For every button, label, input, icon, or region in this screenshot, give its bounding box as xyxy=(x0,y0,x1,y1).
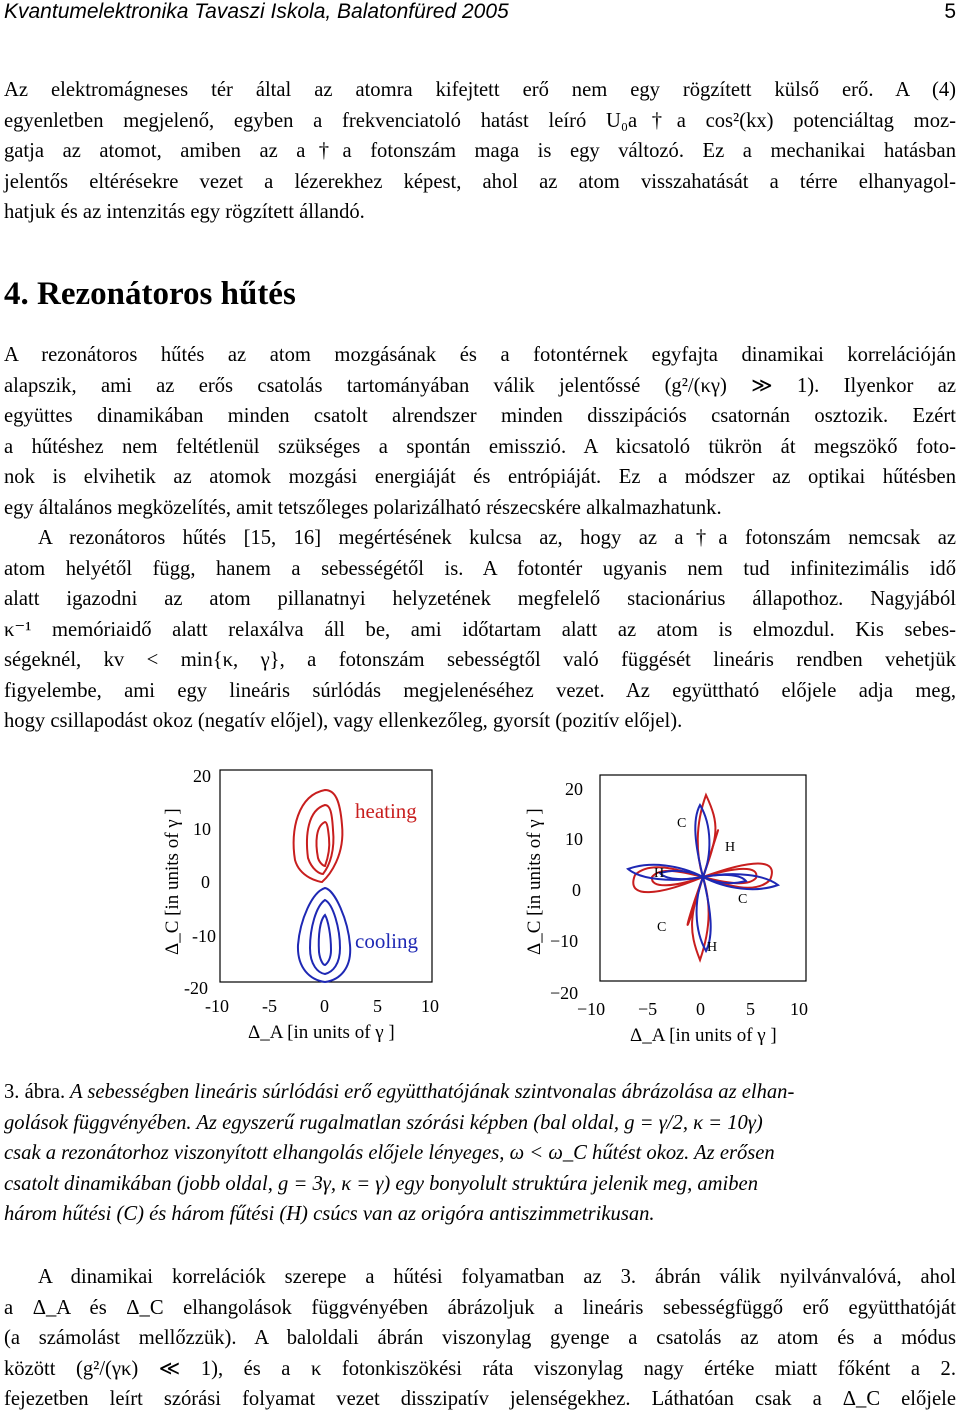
text-line: alapszik, ami az erős csatolás tartományában válik jelentőssé (g²/(κγ) ≫ 1). Ilyenkor az xyxy=(4,374,956,397)
cooling-contour xyxy=(298,888,350,982)
x-tick: −10 xyxy=(577,999,606,1019)
region-label-heating: H xyxy=(654,866,665,881)
caption-label: 3. ábra. xyxy=(4,1081,66,1103)
x-tick: 5 xyxy=(373,996,382,1016)
text-line: hogy csillapodást okoz (negatív előjel), vagy ellenkezőleg, gyorsít (pozitív előjel). xyxy=(4,710,683,732)
text-line: nok is elvihetik az atomok mozgási energiáját és entrópiáját. Ez a módszer az optikai hűtésben xyxy=(4,466,956,488)
figure-left-contour xyxy=(150,760,470,1060)
caption-line: csatolt dinamikában (jobb oldal, g = 3γ, κ = γ) egy bonyolult struktúra jelenik meg, amiben xyxy=(4,1172,758,1195)
y-axis-label: Δ_C [in units of γ ] xyxy=(524,808,545,955)
text-line: (a számolást mellőzzük). A baloldali ábrán viszonylag gyenge a csatolás az atom és a módus xyxy=(4,1327,956,1349)
caption-line xyxy=(4,1077,956,1108)
x-tick: 10 xyxy=(421,996,439,1016)
text-line: hatjuk és az intenzitás egy rögzített állandó. xyxy=(4,201,365,223)
x-tick: −5 xyxy=(638,999,658,1019)
caption-line: golások függvényében. Az egyszerű rugalmatlan szórási képben (bal oldal, g = γ/2, κ = 10γ) xyxy=(4,1111,763,1134)
page-number: 5 xyxy=(944,0,956,23)
heating-label: heating xyxy=(355,799,417,823)
text-line: A rezonátoros hűtés az atom mozgásának és a fotontérnek egyfajta dinamikai korrelációján xyxy=(4,344,956,366)
figure-caption xyxy=(4,1077,956,1230)
y-tick: -20 xyxy=(184,978,208,998)
caption-text: A sebességben lineáris súrlódási erő együtthatójának szintvonalas ábrázolása az elhan- xyxy=(69,1081,795,1103)
body-paragraph-1 xyxy=(4,340,956,523)
text-line: A dinamikai korrelációk szerepe a hűtési folyamatban az 3. ábrán válik nyilvánvalóvá, ahol xyxy=(38,1266,956,1288)
text-line: ségeknél, kv < min{κ, γ}, a fotonszám sebességtől való függését lineáris rendben vehetjük xyxy=(4,649,956,671)
running-title: Kvantumelektronika Tavaszi Iskola, Balatonfüred 2005 xyxy=(4,0,509,23)
text-line: figyelembe, ami egy lineáris súrlódás megjelenéséhez vezet. Az együttható előjele adja meg, xyxy=(4,679,956,702)
text-line: fejezetben leírt szórási folyamat vezet disszipatív jelenségekhez. Láthatóan csak a Δ_C előjele xyxy=(4,1388,956,1410)
cooling-contours xyxy=(298,888,350,982)
y-axis-label: Δ_C [in units of γ ] xyxy=(162,808,183,955)
x-tick: -10 xyxy=(205,996,229,1016)
region-label-cooling: C xyxy=(677,816,687,831)
region-label-heating: H xyxy=(707,940,718,955)
heating-contour xyxy=(316,822,329,866)
x-tick: 0 xyxy=(696,999,705,1019)
x-axis-label: Δ_A [in units of γ ] xyxy=(630,1025,777,1046)
y-tick: -10 xyxy=(192,926,216,946)
y-tick: −10 xyxy=(550,931,579,951)
x-tick: 10 xyxy=(790,999,808,1019)
section-heading: 4. Rezonátoros hűtés xyxy=(4,276,296,312)
text-line: atom helyétől függ, hanem a sebességétől is. A fotontér ugyanis nem tud infinitezimális idő xyxy=(4,557,956,580)
y-tick: 20 xyxy=(193,766,211,786)
text-line: egy általános megközelítés, amit tetszőleges polarizálható részecskére alkalmazhatunk. xyxy=(4,496,722,519)
y-tick: 0 xyxy=(201,872,210,892)
text-line: Az elektromágneses tér által az atomra kifejtett erő nem egy rögzített külső erő. A (4) xyxy=(4,79,956,101)
text-line: között (g²/(γκ) ≪ 1), és a κ fotonkiszökési ráta viszonylag nagy értéke miatt főként a 2. xyxy=(4,1357,956,1380)
page-header xyxy=(4,0,956,28)
cooling-label: cooling xyxy=(355,929,418,953)
text-line: a Δ_A és Δ_C elhangolások függvényében ábrázoljuk a lineáris sebességfüggő erő együtthatóját xyxy=(4,1296,956,1319)
caption-line: három hűtési (C) és három fűtési (H) csúcs van az origóra antiszimmetrikusan. xyxy=(4,1203,655,1225)
heating-contour xyxy=(294,790,343,882)
intro-paragraph xyxy=(4,75,956,228)
text-line: A rezonátoros hűtés [15, 16] megértésének kulcsa az, hogy az a†a fotonszám nemcsak az xyxy=(38,527,956,549)
x-tick: 0 xyxy=(320,996,329,1016)
region-label-cooling: C xyxy=(657,920,667,935)
text-line: alatt igazodni az atom pillanatnyi helyzetének megfelelő stacionárius állapothoz. Nagyjából xyxy=(4,588,956,610)
text-line: egyenletben megjelenő, egyben a frekvenciatoló hatást leíró U₀a†a cos²(kx) potenciáltag moz- xyxy=(4,109,956,132)
x-axis-label: Δ_A [in units of γ ] xyxy=(248,1022,395,1043)
region-label-cooling: C xyxy=(738,892,748,907)
text-line: gatja az atomot, amiben az a†a fotonszám maga is egy változó. Ez a mechanikai hatásban xyxy=(4,140,956,162)
text-line: együttes dinamikában minden csatolt alrendszer minden disszipációs csatornán osztozik. Ezért xyxy=(4,405,956,427)
heating-contours xyxy=(294,790,343,882)
y-tick: −20 xyxy=(550,983,579,1003)
x-tick: 5 xyxy=(746,999,755,1019)
text-line: jelentős eltérésekre vezet a lézerekhez képest, ahol az atom visszahatását a térre elhanyagol- xyxy=(4,170,956,193)
y-tick: 20 xyxy=(565,779,583,799)
x-tick: -5 xyxy=(262,996,277,1016)
caption-line: csak a rezonátorhoz viszonyított elhangolás előjele lényeges, ω < ω_C hűtést okoz. Az erősen xyxy=(4,1142,775,1164)
text-line: a hűtéshez nem feltétlenül szükséges a spontán emisszió. A kicsatoló tükrön át megszökő foto- xyxy=(4,435,956,458)
region-label-heating: H xyxy=(725,840,736,855)
figure-right-contour xyxy=(520,765,820,1055)
text-line: κ⁻¹ memóriaidő alatt relaxálva áll be, ami időtartam alatt az atom is elmozdul. Kis sebes- xyxy=(4,618,956,641)
y-tick: 0 xyxy=(572,880,581,900)
y-tick: 10 xyxy=(193,819,211,839)
body-paragraph-3 xyxy=(4,1262,956,1415)
cooling-contour xyxy=(310,900,340,974)
cooling-contour xyxy=(319,915,331,965)
body-paragraph-2 xyxy=(4,523,956,737)
y-tick: 10 xyxy=(565,829,583,849)
